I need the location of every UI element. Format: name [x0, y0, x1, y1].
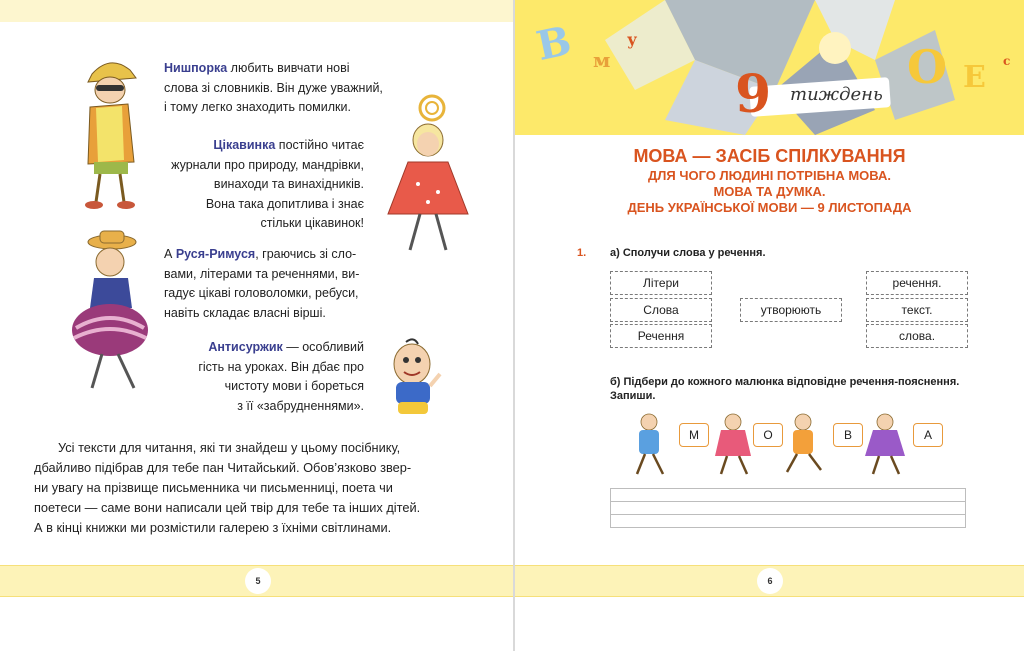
- antysurzhyk-paragraph: [150, 338, 364, 416]
- text-line: постійно читає: [275, 138, 364, 152]
- text-prefix: А: [164, 247, 176, 261]
- text-line: чистоту мови і бореться: [224, 379, 364, 393]
- girl-spiral-figure: [382, 92, 474, 257]
- text-line: Усі тексти для читання, які ти знайдеш у цьому посібнику,: [58, 440, 401, 455]
- text-line: гість на уроках. Він дбає про: [198, 359, 364, 374]
- header-letter: В: [532, 16, 576, 71]
- task-b-line: б) Підбери до кожного малюнка відповідне речення-пояснення.: [610, 376, 960, 388]
- text-line: стільки цікавинок!: [260, 216, 364, 230]
- subtitle-line: ДЛЯ ЧОГО ЛЮДИНІ ПОТРІБНА МОВА.: [647, 168, 892, 183]
- header-letter: м: [593, 48, 611, 72]
- boy-cap-figure: [70, 52, 150, 217]
- character-name: Цікавинка: [213, 138, 276, 152]
- word-card-left[interactable]: Речення: [610, 324, 712, 348]
- tsikavynka-paragraph: [140, 136, 364, 234]
- text-line: журнали про природу, мандрівки,: [171, 157, 364, 172]
- word-card-right[interactable]: речення.: [866, 271, 968, 295]
- text-line: А в кінці книжки ми розмістили галерею з їхніми світлинами.: [34, 520, 392, 535]
- header-letter: у: [627, 30, 638, 49]
- text-line: поетеси — саме вони написали цей твір для тебе та інших дітей.: [34, 500, 421, 515]
- top-band: [0, 0, 514, 22]
- text-line: винаходи та винахідників.: [213, 177, 364, 191]
- subtitle-line: МОВА ТА ДУМКА.: [713, 184, 826, 199]
- exercise-number: 1.: [577, 247, 587, 259]
- task-b: [610, 375, 959, 403]
- closing-paragraph: [34, 438, 420, 538]
- text-line: навіть складає власні вірші.: [164, 305, 326, 320]
- header-letter: О: [907, 40, 948, 94]
- word-card-right[interactable]: слова.: [866, 324, 968, 348]
- lesson-subtitle: [515, 168, 1024, 216]
- letter-card[interactable]: О: [753, 423, 783, 447]
- header-letter: с: [1003, 54, 1011, 68]
- character-name: Руся-Римуся: [175, 247, 256, 261]
- word-card-left[interactable]: Слова: [610, 298, 712, 322]
- word-card-left[interactable]: Літери: [610, 271, 712, 295]
- lesson-title: МОВА — ЗАСІБ СПІЛКУВАННЯ: [633, 146, 906, 166]
- text-line: і тому легко знаходить помилки.: [164, 100, 351, 114]
- task-a: а) Сполучи слова у речення.: [610, 247, 766, 259]
- header-letter: Е: [963, 60, 986, 95]
- right-page: [515, 0, 1024, 651]
- text-line: з її «забрудненнями».: [237, 398, 364, 413]
- text-line: — особливий: [282, 340, 364, 354]
- page-number: 5: [245, 568, 271, 594]
- nyshporka-paragraph: [164, 59, 383, 118]
- header-illustration: [515, 0, 1024, 135]
- text-line: вами, літерами та реченнями, ви-: [164, 266, 360, 281]
- week-number: 9: [735, 64, 772, 125]
- letter-card[interactable]: А: [913, 423, 943, 447]
- letter-card[interactable]: В: [833, 423, 863, 447]
- text-line: слова зі словників. Він дуже уважний,: [164, 80, 383, 95]
- letter-card[interactable]: М: [679, 423, 709, 447]
- text-line: Вона така допитлива і знає: [205, 196, 364, 211]
- rusia-rymusia-paragraph: [164, 245, 359, 323]
- text-line: гадує цікаві головоломки, ребуси,: [164, 286, 359, 300]
- character-name: Антисуржик: [208, 340, 283, 354]
- writing-lines[interactable]: [610, 488, 966, 528]
- week-badge: [720, 64, 895, 125]
- subtitle-line: ДЕНЬ УКРАЇНСЬКОЇ МОВИ — 9 ЛИСТОПАДА: [627, 200, 912, 215]
- text-line: дбайливо підібрав для тебе пан Читайський. Обов’язково звер-: [34, 460, 412, 475]
- character-name: Нишпорка: [164, 61, 228, 75]
- week-label: тиждень: [790, 84, 883, 105]
- text-line: , граючись зі сло-: [255, 247, 357, 261]
- text-line: любить вивчати нові: [227, 61, 350, 75]
- antysurzhyk-figure: [384, 336, 448, 422]
- task-b-line: Запиши.: [610, 390, 656, 402]
- dancing-children-figure: [633, 410, 933, 480]
- word-card-right[interactable]: текст.: [866, 298, 968, 322]
- girl-hat-figure: [62, 228, 154, 398]
- word-card-middle[interactable]: утворюють: [740, 298, 842, 322]
- page-number: 6: [757, 568, 783, 594]
- text-line: ни увагу на прізвище письменника чи письменниці, поета чи: [34, 480, 393, 495]
